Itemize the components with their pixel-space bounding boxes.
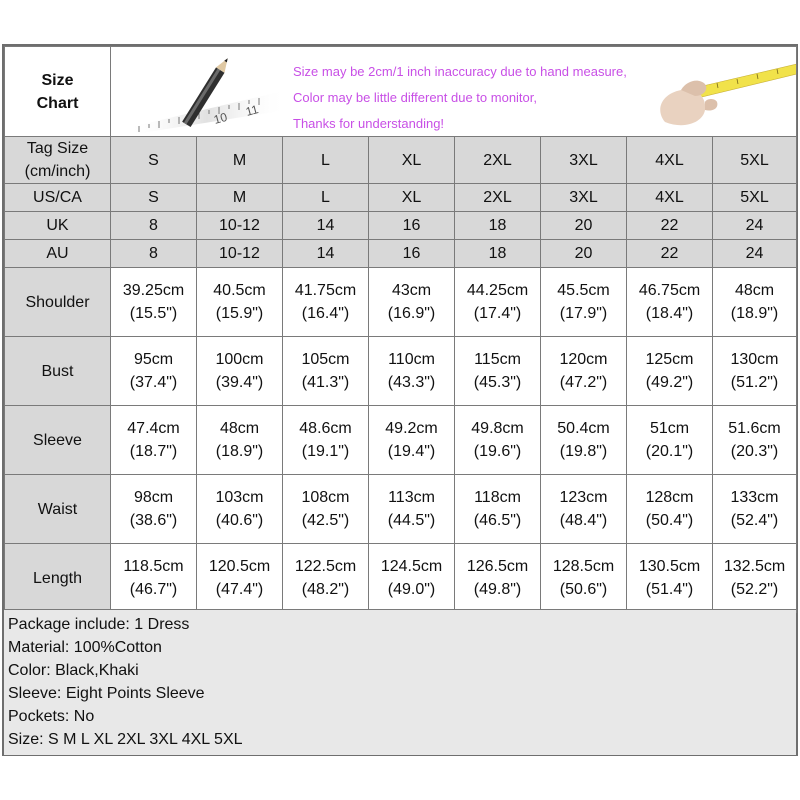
ruler-number: 10 — [212, 109, 229, 127]
table-cell: 133cm (52.4") — [713, 475, 797, 544]
table-cell: 40.5cm (15.9") — [197, 268, 283, 337]
table-cell: 24 — [713, 212, 797, 240]
table-cell: 24 — [713, 240, 797, 268]
table-cell: 20 — [541, 212, 627, 240]
table-cell: 105cm (41.3") — [283, 337, 369, 406]
table-cell: 51.6cm (20.3") — [713, 406, 797, 475]
table-cell: 22 — [627, 212, 713, 240]
waist-row — [5, 475, 797, 544]
tag-size-cell: XL — [369, 137, 455, 184]
info-sleeve: Sleeve: Eight Points Sleeve — [8, 685, 205, 702]
table-cell: 128cm (50.4") — [627, 475, 713, 544]
pencil-ruler-illustration-icon — [119, 52, 289, 134]
table-cell: 120cm (47.2") — [541, 337, 627, 406]
banner — [111, 47, 797, 137]
note-line: Thanks for understanding! — [293, 115, 445, 131]
row-label: UK — [5, 212, 111, 240]
row-label: Shoulder — [5, 268, 111, 337]
table-cell: 48.6cm (19.1") — [283, 406, 369, 475]
row-label: Sleeve — [5, 406, 111, 475]
row-label: Length — [5, 544, 111, 613]
tag-size-label: Tag Size (cm/inch) — [5, 137, 111, 184]
us-ca-row — [5, 184, 797, 212]
bust-row — [5, 337, 797, 406]
table-cell: 130cm (51.2") — [713, 337, 797, 406]
table-cell: 3XL — [541, 184, 627, 212]
hand-tape-measure-icon — [647, 52, 797, 132]
table-cell: 118cm (46.5") — [455, 475, 541, 544]
tag-size-cell: 4XL — [627, 137, 713, 184]
table-cell: 48cm (18.9") — [197, 406, 283, 475]
table-cell: 18 — [455, 212, 541, 240]
table-cell: 115cm (45.3") — [455, 337, 541, 406]
row-label: US/CA — [5, 184, 111, 212]
table-cell: 51cm (20.1") — [627, 406, 713, 475]
note-line: Color may be little different due to monitor, — [293, 89, 537, 105]
tag-size-cell: 2XL — [455, 137, 541, 184]
table-cell: 20 — [541, 240, 627, 268]
tag-size-cell: 5XL — [713, 137, 797, 184]
table-cell: 123cm (48.4") — [541, 475, 627, 544]
info-material: Material: 100%Cotton — [8, 639, 162, 656]
table-cell: 118.5cm (46.7") — [111, 544, 197, 613]
info-package: Package include: 1 Dress — [8, 616, 190, 633]
table-cell: 18 — [455, 240, 541, 268]
table-cell: 39.25cm (15.5") — [111, 268, 197, 337]
table-cell: 8 — [111, 240, 197, 268]
info-color: Color: Black,Khaki — [8, 662, 139, 679]
sleeve-row — [5, 406, 797, 475]
ruler-number: 11 — [244, 101, 260, 119]
table-cell: 44.25cm (17.4") — [455, 268, 541, 337]
table-cell: 110cm (43.3") — [369, 337, 455, 406]
table-cell: 100cm (39.4") — [197, 337, 283, 406]
size-chart-title: Size Chart — [5, 47, 111, 137]
table-cell: 45.5cm (17.9") — [541, 268, 627, 337]
row-label: AU — [5, 240, 111, 268]
product-info — [4, 609, 796, 755]
table-cell: 16 — [369, 240, 455, 268]
tag-size-cell: M — [197, 137, 283, 184]
table-cell: 8 — [111, 212, 197, 240]
table-cell: 10-12 — [197, 240, 283, 268]
table-cell: 108cm (42.5") — [283, 475, 369, 544]
table-cell: 43cm (16.9") — [369, 268, 455, 337]
table-cell: 120.5cm (47.4") — [197, 544, 283, 613]
table-cell: 41.75cm (16.4") — [283, 268, 369, 337]
tag-size-cell: 3XL — [541, 137, 627, 184]
table-cell: 49.2cm (19.4") — [369, 406, 455, 475]
au-row — [5, 240, 797, 268]
table-cell: 95cm (37.4") — [111, 337, 197, 406]
table-cell: 132.5cm (52.2") — [713, 544, 797, 613]
table-cell: 48cm (18.9") — [713, 268, 797, 337]
info-sizes: Size: S M L XL 2XL 3XL 4XL 5XL — [8, 731, 243, 748]
table-cell: 46.75cm (18.4") — [627, 268, 713, 337]
table-cell: 128.5cm (50.6") — [541, 544, 627, 613]
table-cell: XL — [369, 184, 455, 212]
table-cell: 14 — [283, 240, 369, 268]
uk-row — [5, 212, 797, 240]
size-chart — [2, 44, 798, 756]
table-cell: M — [197, 184, 283, 212]
table-cell: 49.8cm (19.6") — [455, 406, 541, 475]
table-cell: 22 — [627, 240, 713, 268]
table-cell: 125cm (49.2") — [627, 337, 713, 406]
table-cell: 122.5cm (48.2") — [283, 544, 369, 613]
info-pockets: Pockets: No — [8, 708, 95, 725]
table-cell: 98cm (38.6") — [111, 475, 197, 544]
table-cell: 124.5cm (49.0") — [369, 544, 455, 613]
table-cell: 5XL — [713, 184, 797, 212]
table-cell: 130.5cm (51.4") — [627, 544, 713, 613]
tag-size-cell: L — [283, 137, 369, 184]
table-cell: 113cm (44.5") — [369, 475, 455, 544]
table-cell: 50.4cm (19.8") — [541, 406, 627, 475]
tag-size-cell: S — [111, 137, 197, 184]
row-label: Bust — [5, 337, 111, 406]
table-cell: 4XL — [627, 184, 713, 212]
table-cell: 10-12 — [197, 212, 283, 240]
size-table — [4, 46, 797, 613]
header-row — [5, 47, 797, 137]
table-cell: 126.5cm (49.8") — [455, 544, 541, 613]
table-cell: 14 — [283, 212, 369, 240]
table-cell: 103cm (40.6") — [197, 475, 283, 544]
table-cell: 2XL — [455, 184, 541, 212]
note-line: Size may be 2cm/1 inch inaccuracy due to hand measure, — [293, 63, 627, 79]
table-cell: L — [283, 184, 369, 212]
shoulder-row — [5, 268, 797, 337]
length-row — [5, 544, 797, 613]
table-cell: 47.4cm (18.7") — [111, 406, 197, 475]
tag-size-row — [5, 137, 797, 184]
table-cell: S — [111, 184, 197, 212]
table-cell: 16 — [369, 212, 455, 240]
row-label: Waist — [5, 475, 111, 544]
